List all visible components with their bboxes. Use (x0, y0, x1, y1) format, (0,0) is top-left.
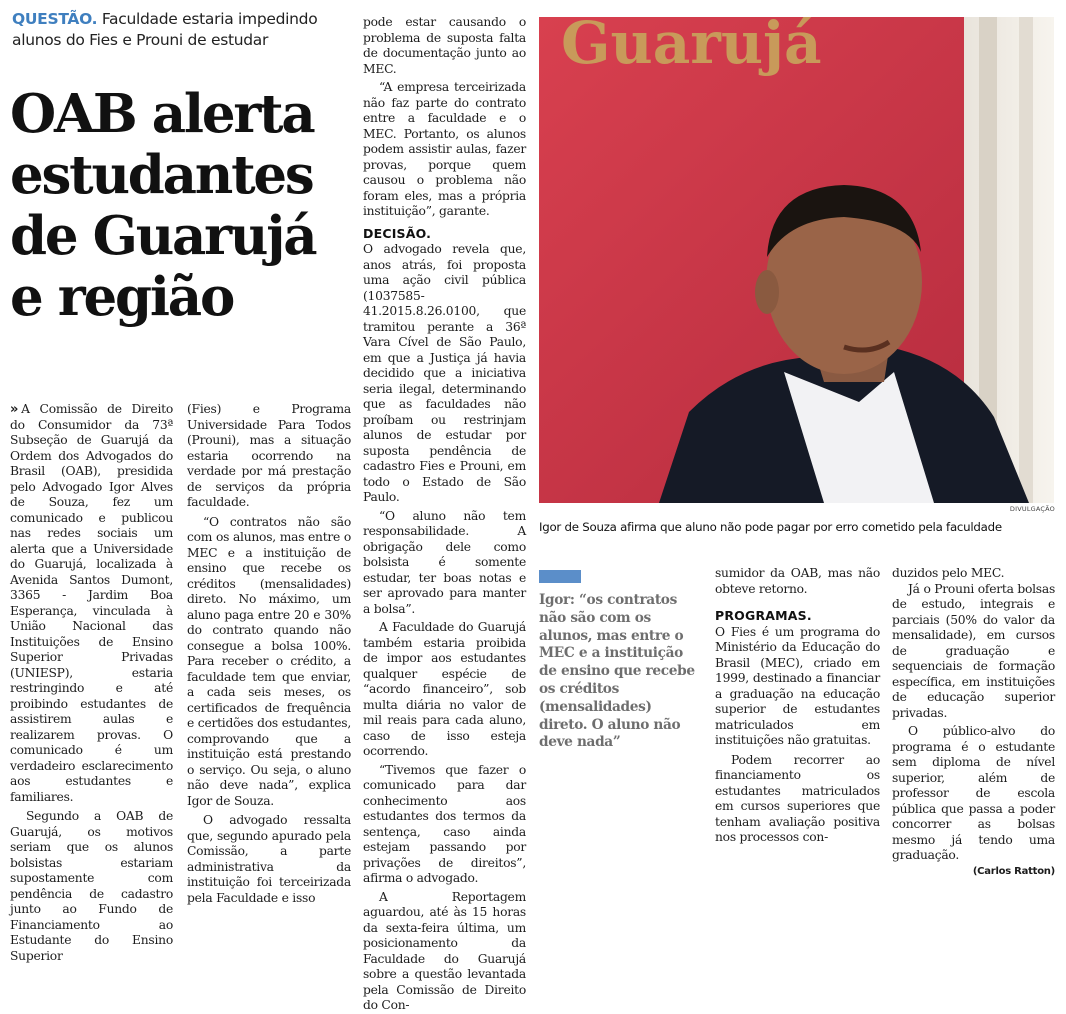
kicker (12, 9, 352, 51)
article-column-1 (10, 402, 173, 964)
headline: OAB alerta estudantes de Guarujá e região (10, 83, 316, 328)
article-column-5 (715, 566, 880, 846)
paragraph: Já o Prouni oferta bolsas de estudo, integrais e parciais (50% do valor da mensalidade), em cursos de graduação e sequenciais de formação específica, em instituições de educação superior privadas. (892, 581, 1055, 720)
paragraph: pode estar causando o problema de suposta falta de documentação junto ao MEC. (363, 15, 526, 76)
author-credit: (Carlos Ratton) (972, 865, 1055, 877)
article-column-2 (187, 402, 351, 906)
photo-illustration (539, 17, 1054, 503)
chevron-icon: » (10, 402, 19, 417)
paragraph: “O contratos não são com os alunos, mas entre o MEC e a instituição de ensino que recebe os créditos (mensalidades) direto. No máximo, um aluno paga entre 20 e 30% do contrato quando não consegue a bolsa 100%. Para receber o crédito, a faculdade tem que enviar, a cada seis meses, os certificados de frequência e certidões dos estudantes, comprovando que a instituição está prestando o serviço. Ou seja, o aluno não deve nada”, explica Igor de Souza. (187, 514, 351, 808)
paragraph: Segundo a OAB de Guarujá, os motivos seriam que os alunos bolsistas estariam supostamente com pendência de cadastro junto ao Fundo de Financiamento ao Estudante do Ensino Superior (10, 809, 173, 963)
paragraph: O público-alvo do programa é o estudante sem diploma de nível superior, além de professor de escola pública que passa a poder concorrer as bolsas mesmo já tendo uma graduação. (892, 724, 1055, 862)
paragraph: “O aluno não tem responsabilidade. A obrigação dele como bolsista é somente estudar, ter boas notas e ser aprovado para manter a bolsa”. (363, 508, 526, 616)
photo-caption: Igor de Souza afirma que aluno não pode pagar por erro cometido pela faculdade (539, 520, 1002, 534)
paragraph: A Reportagem aguardou, até às 15 horas da sexta-feira última, um posicionamento da Faculdade do Guarujá sobre a questão levantada pela Comissão de Direito do Con- (363, 889, 526, 1012)
pull-quote: Igor: “os contratos não são com os alunos, mas entre o MEC e a instituição de ensino que recebe os créditos (mensalidades) direto. O aluno não deve nada” (539, 592, 695, 751)
paragraph: Podem recorrer ao financiamento os estudantes matriculados em cursos superiores que tenham avaliação positiva nos processos con- (715, 752, 880, 844)
paragraph: (Fies) e Programa Universidade Para Todos (Prouni), mas a situação estaria ocorrendo na verdade por má prestação de serviços da própria faculdade. (187, 402, 351, 509)
paragraph: O advogado revela que, anos atrás, foi proposta uma ação civil pública (1037585-41.2015.8.26.0100, que tramitou perante a 36ª Vara Cível de São Paulo, em que a Justiça já havia decidido que a iniciativa seria ilegal, determinando que as faculdades não proíbam ou restrinjam alunos de estudar por suposta pendência de cadastro Fies e Prouni, em todo o Estado de São Paulo. (363, 242, 526, 504)
quote-accent-bar (539, 570, 581, 583)
paragraph: A Faculdade do Guarujá também estaria proibida de impor aos estudantes qualquer espécie de “acordo financeiro”, sob multa diária no valor de mil reais para cada aluno, caso de isso esteja ocorrendo. (363, 620, 526, 758)
section-subhead-decisao: DECISÃO. (363, 225, 432, 241)
paragraph: O Fies é um programa do Ministério da Educação do Brasil (MEC), criado em 1999, destinado a financiar a graduação na educação superior de estudantes matriculados em instituições não gratuitas. (715, 624, 880, 747)
article-photo (539, 17, 1054, 503)
sign-text: Guarujá (561, 17, 822, 77)
article-column-3 (363, 15, 526, 1014)
paragraph: A Comissão de Direito do Consumidor da 73ª Subseção de Guarujá da Ordem dos Advogados do Brasil (OAB), presidida pelo Advogado Igor Alves de Souza, fez um comunicado e publicou nas redes sociais um alerta que a Universidade do Guarujá, localizada à Avenida Santos Dumont, 3365 - Jardim Boa Esperança, vinculada à União Nacional das Instituições de Ensino Superior Privadas (UNIESP), estaria restringindo e até proibindo estudantes de assistirem aulas e realizarem provas. O comunicado é um verdadeiro esclarecimento aos estudantes e familiares. (10, 402, 173, 804)
paragraph: “Tivemos que fazer o comunicado para dar conhecimento aos estudantes dos termos da sentença, caso ainda estejam passando por privações de direitos”, afirma o advogado. (363, 762, 526, 885)
paragraph: sumidor da OAB, mas não obteve retorno. (715, 566, 880, 596)
kicker-text: Faculdade estaria impedindo alunos do Fies e Prouni de estudar (12, 10, 318, 49)
kicker-tag: QUESTÃO. (12, 10, 98, 28)
section-subhead-programas: PROGRAMAS. (715, 608, 812, 623)
paragraph: O advogado ressalta que, segundo apurado pela Comissão, a parte administrativa da instituição foi terceirizada pela Faculdade e isso (187, 813, 351, 905)
paragraph: duzidos pelo MEC. (892, 566, 1005, 580)
photo-credit: DIVULGAÇÃO (1009, 505, 1055, 513)
article-column-6 (892, 566, 1055, 879)
paragraph: “A empresa terceirizada não faz parte do contrato entre a faculdade e o MEC. Portanto, os alunos podem assistir aulas, fazer provas, porque quem causou o problema não foram eles, mas a própria instituição”, garante. (363, 80, 526, 218)
